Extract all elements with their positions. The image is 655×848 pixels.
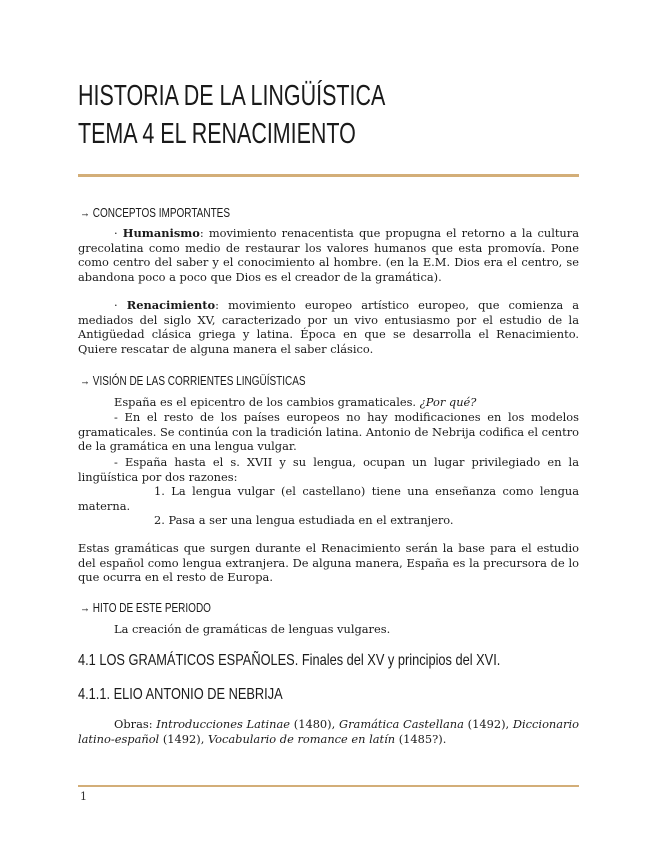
humanismo-bullet: ·: [114, 226, 118, 240]
humanismo-term: Humanismo: [122, 226, 200, 240]
work-year-1: (1480),: [290, 717, 339, 731]
section-heading-nebrija: 4.1.1. ELIO ANTONIO DE NEBRIJA: [78, 686, 283, 703]
section-heading-gramaticos: 4.1 LOS GRAMÁTICOS ESPAÑOLES. Finales del XV y principios del XVI.: [78, 652, 501, 669]
vision-intro-text: España es el epicentro de los cambios gramaticales.: [114, 395, 420, 409]
work-vocabulario: Vocabulario de romance en latín: [207, 731, 396, 746]
title-line-1: HISTORIA DE LA LINGÜÍSTICA: [78, 80, 386, 112]
humanismo-paragraph: [78, 226, 579, 284]
work-diccionario: Diccionario latino-español: [78, 717, 579, 746]
humanismo-definition: : movimiento renacentista que propugna el retorno a la cultura grecolatina como medio de restaurar los valores humanos que esta promovía. Pone como centro del saber y el conocimiento al hombre. (en la E.M. Dios era el centro, se abandona poco a poco que Dios es el creador de la gramática).: [78, 226, 579, 284]
page-number: 1: [80, 790, 87, 803]
vision-reason-1-text: 1. La lengua vulgar (el castellano) tiene una enseñanza como lengua materna.: [78, 484, 579, 513]
hito-text: La creación de gramáticas de lenguas vulgares.: [114, 622, 391, 636]
vision-reason-1: [78, 484, 579, 513]
vision-intro-question: ¿Por qué?: [419, 395, 477, 409]
obras-label: Obras:: [114, 717, 157, 731]
renacimiento-definition: : movimiento europeo artístico europeo, que comienza a mediados del siglo XV, caracterizado por un vivo entusiasmo por el estudio de la Antigüedad clásica griega y latina. Época en que se desarrolla el Renacimiento. Quiere rescatar de alguna manera el saber clásico.: [78, 298, 579, 356]
work-gramatica: Gramática Castellana: [338, 717, 464, 731]
vision-point-2: [78, 455, 579, 484]
section-heading-conceptos: → CONCEPTOS IMPORTANTES: [80, 206, 231, 220]
footer-divider: [78, 785, 579, 787]
work-year-2: (1492),: [463, 717, 513, 731]
title-divider: [78, 174, 579, 177]
work-year-3: (1492),: [159, 731, 208, 746]
vision-point-1-text: - En el resto de los países europeos no hay modificaciones en los modelos gramaticales. Se continúa con la tradición latina. Antonio de Nebrija codifica el centro de la gramática en una lengua vulgar.: [78, 410, 579, 453]
renacimiento-bullet: ·: [114, 298, 118, 312]
title-line-2: TEMA 4 EL RENACIMIENTO: [78, 118, 356, 150]
vision-intro: [78, 395, 579, 410]
section-heading-vision: → VISIÓN DE LAS CORRIENTES LINGÜÍSTICAS: [80, 374, 306, 388]
vision-point-1: [78, 410, 579, 454]
nebrija-obras: [78, 717, 579, 746]
renacimiento-term: Renacimiento: [126, 298, 216, 312]
vision-conclusion: Estas gramáticas que surgen durante el Renacimiento serán la base para el estudio del español como lengua extranjera. De alguna manera, España es la precursora de lo que ocurra en el resto de Europa.: [78, 541, 579, 584]
work-year-4: (1485?).: [395, 731, 447, 746]
renacimiento-paragraph: [78, 298, 579, 356]
vision-reason-2: 2. Pasa a ser una lengua estudiada en el extranjero.: [154, 513, 454, 527]
section-heading-hito: → HITO DE ESTE PERIODO: [80, 601, 211, 615]
vision-point-2-text: - España hasta el s. XVII y su lengua, ocupan un lugar privilegiado en la lingüística por dos razones:: [78, 455, 579, 484]
work-introducciones: Introducciones Latinae: [156, 717, 291, 731]
